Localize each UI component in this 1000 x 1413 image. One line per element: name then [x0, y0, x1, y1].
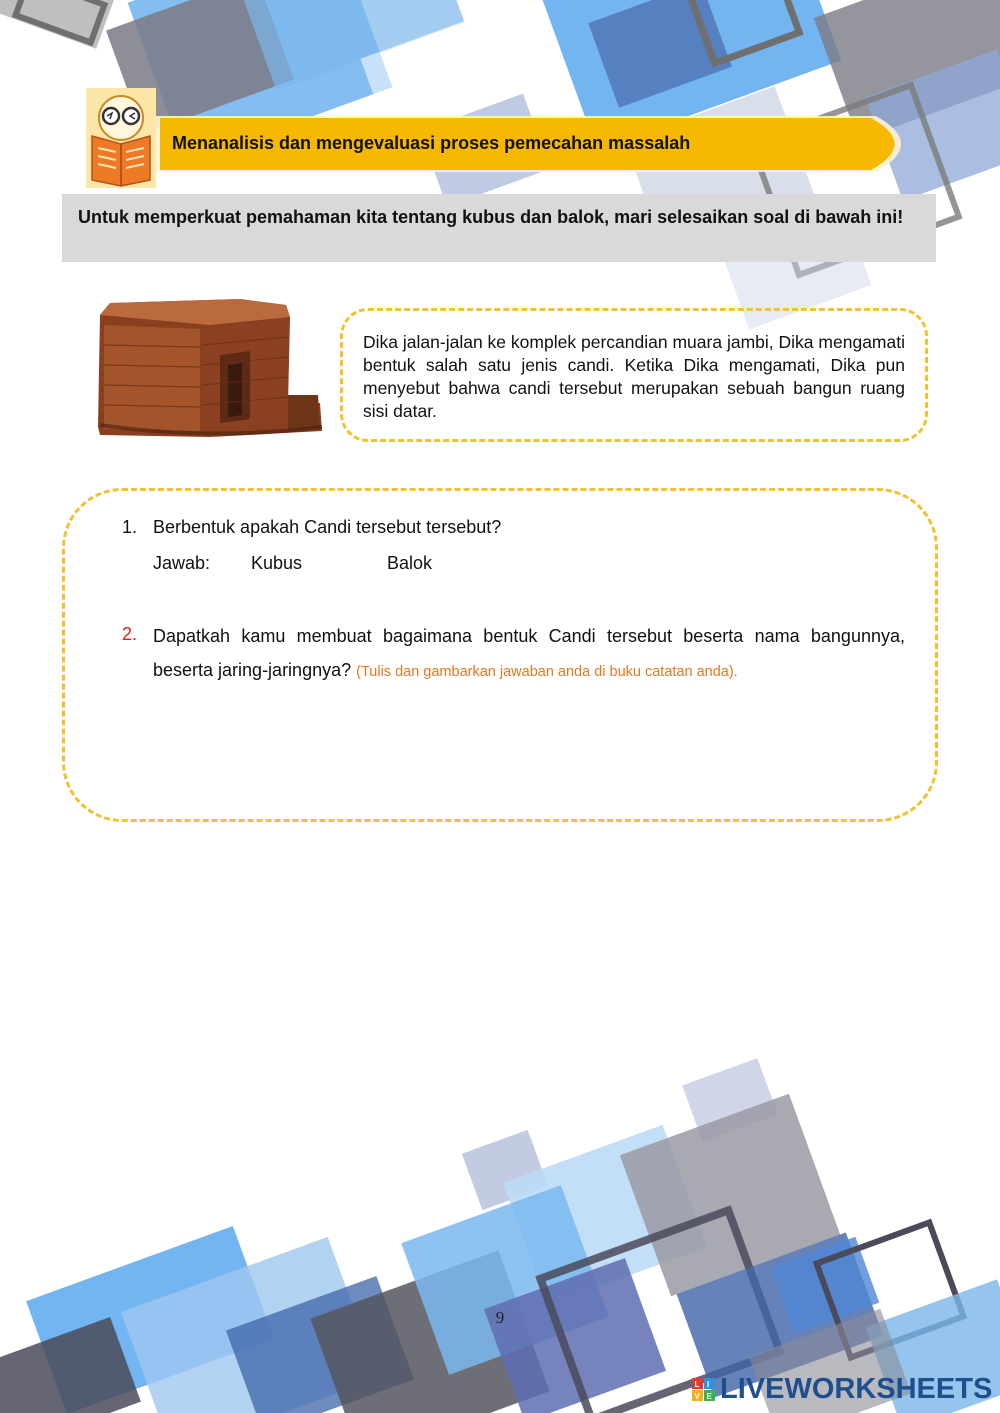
instruction-box — [62, 194, 936, 262]
story-text: Dika jalan-jalan ke komplek percandian muara jambi, Dika mengamati bentuk salah satu jenis candi. Ketika Dika mengamati, Dika pun menyebut bahwa candi tersebut merupakan sebuah bangun ruang sisi datar. — [363, 332, 905, 421]
bottom-square-pattern — [0, 1058, 1000, 1413]
option-kubus[interactable]: Kubus — [251, 553, 303, 573]
question-1-number: 1. — [122, 517, 138, 537]
banner-title: Menanalisis dan mengevaluasi proses pemecahan massalah — [172, 133, 691, 153]
page-number: 9 — [495, 1308, 505, 1327]
story-box — [340, 308, 928, 442]
logo-letter-l: L — [694, 1380, 700, 1389]
option-balok[interactable]: Balok — [387, 553, 433, 573]
temple-image — [90, 295, 322, 437]
instruction-text: Untuk memperkuat pemahaman kita tentang kubus dan balok, mari selesaikan soal di bawah ini! — [78, 207, 904, 227]
reading-book-mascot-icon — [86, 88, 156, 188]
liveworksheets-brand[interactable]: LIVEWORKSHEETS — [720, 1373, 993, 1405]
question-2-note: (Tulis dan gambarkan jawaban anda di buku catatan anda). — [356, 664, 738, 680]
question-2-number: 2. — [122, 624, 138, 644]
answer-label: Jawab: — [153, 553, 211, 573]
question-2-text-block — [153, 619, 905, 689]
question-2-text: Dapatkah kamu membuat bagaimana bentuk Candi tersebut beserta nama bangunnya, beserta jaring-jaringnya? — [153, 626, 905, 680]
question-1-text: Berbentuk apakah Candi tersebut tersebut? — [153, 517, 502, 537]
logo-letter-i: I — [707, 1380, 710, 1389]
logo-letter-e: E — [706, 1392, 712, 1401]
logo-letter-v: V — [694, 1392, 700, 1401]
